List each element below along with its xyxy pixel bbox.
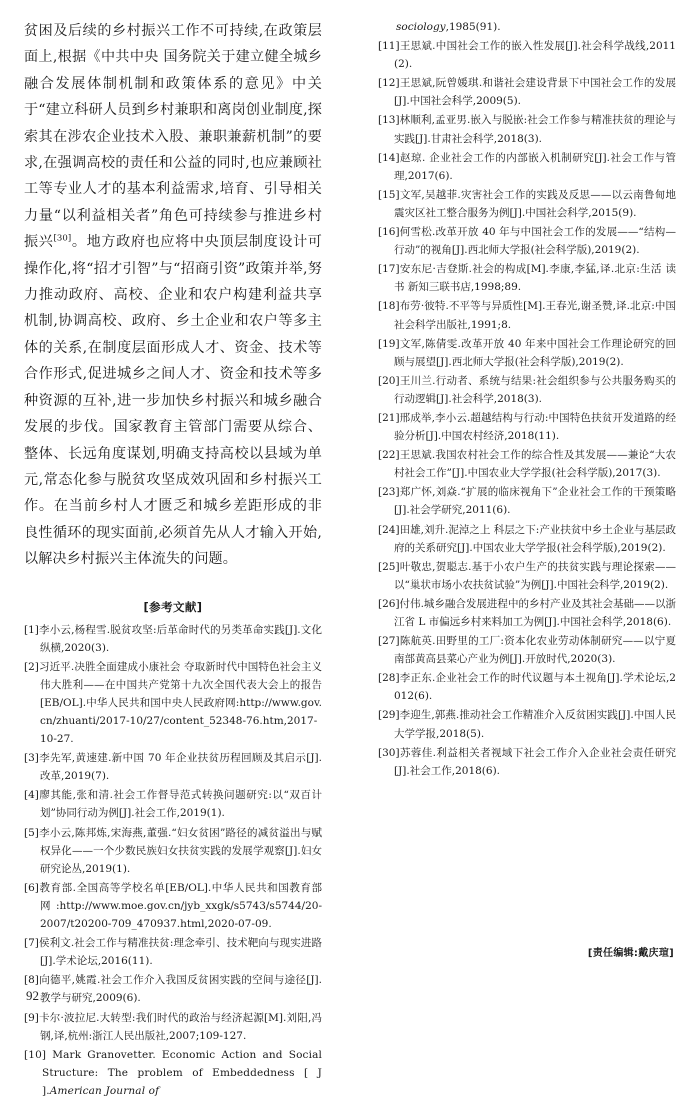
reference-item: [11]王思斌.中国社会工作的嵌入性发展[J].社会科学战线,2011(2).	[378, 40, 676, 71]
reference-item: [12]王思斌,阮曾媛琪.和谐社会建设背景下中国社会工作的发展[J].中国社会科学,2009(5).	[378, 77, 676, 108]
reference-item: [26]付伟.城乡融合发展进程中的乡村产业及其社会基础——以浙江省 L 市偏远乡村来料加工为例[J].中国社会科学,2018(6).	[378, 597, 676, 628]
reference-journal-title-continued: sociology	[396, 21, 446, 33]
reference-item: [19]文军,陈倩雯.改革开放 40 年来中国社会工作理论研究的回顾与展望[J].西北师大学报(社会科学版),2019(2).	[378, 337, 676, 368]
reference-item: [14]赵琼. 企业社会工作的内部嵌入机制研究[J].社会工作与管理,2017(6).	[378, 151, 676, 182]
reference-item: [25]叶敬忠,贺聪志.基于小农户生产的扶贫实践与理论探索——以“巢状市场小农扶贫试验”为例[J].中国社会科学,2019(2).	[378, 560, 676, 591]
reference-journal-volume: ,1985(91).	[445, 21, 501, 33]
reference-item: [18]布劳·彼特.不平等与异质性[M].王春光,谢圣赞,译.北京:中国社会科学出版社,1991;8.	[378, 300, 676, 331]
reference-item: [24]田雄,刘升.泥淖之上 科层之下:产业扶贫中乡土企业与基层政府的关系研究[J].中国农业大学学报(社会科学版),2019(2).	[378, 523, 676, 554]
reference-item: [3]李先军,黄速建.新中国 70 年企业扶贫历程回顾及其启示[J].改革,2019(7).	[24, 752, 322, 783]
editor-credit: [责任编辑:戴庆瑄]	[587, 948, 674, 959]
body-paragraph-tail: 。地方政府也应将中央顶层制度设计可操作化,将“招才引智”与“招商引资”政策并举,努力推动政府、高校、企业和农户构建利益共享机制,协调高校、政府、乡土企业和农户等多主体的关系,在制度层面形成人才、资金、技术等合作形式,促进城乡之间人才、资金和技术等多种资源的互补,进一步加快乡村振兴和城乡融合发展的步伐。国家教育主管部门需要从综合、整体、长远角度谋划,明确支持高校以县域为单元,常态化参与脱贫攻坚成效巩固和乡村振兴工作。在当前乡村人才匮乏和城乡差距形成的非良性循环的现实面前,必须首先从人才输入开始,以解决乡村振兴主体流失的问题。	[24, 234, 323, 568]
page-number: 92	[26, 988, 39, 1003]
reference-item: [23]郑广怀,刘焱.“扩展的临床视角下”企业社会工作的干预策略[J].社会学研究,2011(6).	[378, 486, 676, 517]
reference-item: [1]李小云,杨程雪.脱贫攻坚:后革命时代的另类革命实践[J].文化纵横,2020(3).	[24, 623, 322, 654]
reference-item: [30]苏蓉佳.利益相关者视域下社会工作介入企业社会责任研究[J].社会工作,2018(6).	[378, 746, 676, 777]
reference-item: [17]安东尼·吉登斯.社会的构成[M].李康,李猛,译.北京:生活 读书 新知三联书店,1998;89.	[378, 263, 676, 294]
reference-item: [28]李正东.企业社会工作的时代议题与本土视角[J].学术论坛,2012(6).	[378, 672, 676, 703]
references-list-right	[378, 37, 676, 780]
reference-item: [22]王思斌.我国农村社会工作的综合性及其发展——兼论“大农村社会工作”[J].中国农业大学学报(社会科学版),2017(3).	[378, 449, 676, 480]
references-heading: [参考文献]	[143, 599, 203, 614]
reference-item: [2]习近平.决胜全面建成小康社会 夺取新时代中国特色社会主义伟大胜利——在中国共产党第十九次全国代表大会上的报告[EB/OL].中华人民共和国中央人民政府网:http://www.gov.cn/zhuanti/2017-10/27/content_52348-76.htm,2017-10-27.	[24, 660, 322, 746]
reference-item: [15]文军,吴越菲.灾害社会工作的实践及反思——以云南鲁甸地震灾区社工整合服务为例[J].中国社会科学,2015(9).	[378, 188, 676, 219]
right-column	[350, 0, 700, 960]
reference-item: [27]陈航英.田野里的工厂:资本化农业劳动体制研究——以宁夏南部黄高县菜心产业为例[J].开放时代,2020(3).	[378, 635, 676, 666]
reference-item: [9]卡尔·波拉尼.大转型:我们时代的政治与经济起源[M].刘阳,冯钢,译,杭州:浙江人民出版社,2007;109-127.	[24, 1011, 322, 1042]
body-paragraph-text: 贫困及后续的乡村振兴工作不可持续,在政策层面上,根据《中共中央 国务院关于建立健全城乡融合发展体制机制和政策体系的意见》中关于“建立科研人员到乡村兼职和离岗创业制度,探索其在涉农企业技术入股、兼职兼薪机制”的要求,在强调高校的责任和公益的同时,也应兼顾社工等专业人才的基本利益需求,培育、引导相关力量“以利益相关者”角色可持续参与推进乡村振兴	[24, 23, 322, 251]
references-list-left	[24, 621, 322, 1100]
reference-item: [16]何雪松.改革开放 40 年与中国社会工作的发展——“结构—行动”的视角[J].西北师大学报(社会科学版),2019(2).	[378, 226, 676, 257]
reference-journal-title: American Journal of	[49, 1084, 160, 1097]
body-paragraph	[24, 18, 322, 573]
reference-item: [29]李迎生,郭燕.推动社会工作精准介入反贫困实践[J].中国人民大学学报,2018(5).	[378, 709, 676, 740]
reference-continuation	[378, 18, 676, 36]
reference-text: [10] Mark Granovetter. Economic Action and Social Structure: The problem of Embeddedness [ J ].	[24, 1048, 322, 1097]
reference-item	[24, 1046, 322, 1100]
reference-item: [6]教育部.全国高等学校名单[EB/OL].中华人民共和国教育部网:http://www.moe.gov.cn/jyb_xxgk/s5743/s5744/20-2007/t20200-709_470937.html,2020-07-09.	[24, 881, 322, 931]
reference-item: [5]李小云,陈邦炼,宋海燕,董强.“妇女贫困”路径的减贫溢出与赋权异化——一个少数民族妇女扶贫实践的发展学观察[J].妇女研究论丛,2019(1).	[24, 826, 322, 875]
citation-marker: [30]	[53, 233, 72, 244]
reference-item: [20]王川兰.行动者、系统与结果:社会组织参与公共服务购买的行动逻辑[J].社会科学,2018(3).	[378, 374, 676, 405]
reference-item: [13]林顺利,孟亚男.嵌入与脱嵌:社会工作参与精准扶贫的理论与实践[J].甘肃社会科学,2018(3).	[378, 114, 676, 145]
reference-item: [21]邢成举,李小云.超越结构与行动:中国特色扶贫开发道路的经验分析[J].中国农村经济,2018(11).	[378, 411, 676, 443]
reference-item: [7]侯利文.社会工作与精准扶贫:理念牵引、技术靶向与现实进路[J].学术论坛,2016(11).	[24, 937, 322, 968]
reference-item: [8]向德平,姚霞.社会工作介入我国反贫困实践的空间与途径[J].教学与研究,2009(6).	[24, 974, 322, 1005]
reference-item: [4]廖其能,张和清.社会工作督导范式转换问题研究:以“双百计划”协同行动为例[J].社会工作,2019(1).	[24, 789, 322, 820]
